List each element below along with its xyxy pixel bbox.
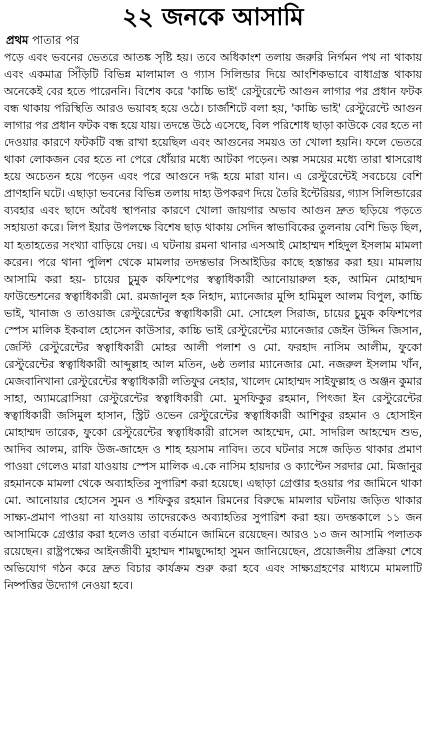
article-body: পড়ে এবং ভবনের ভেতরে আতঙ্ক সৃষ্টি হয়। তবে অধিকাংশ তলায় জরুরি নির্গমন পথ না থাকায় এবং একমাত্র সিঁড়িটি বিভিন্ন মালামাল ও গ্যাস সিলিন্ডার দিয়ে আংশিকভাবে বাধাগ্রস্ত থাকায় অনেকেই বের হতে পারেননি। বিশেষ করে 'কাচ্চি ভাই' রেস্টুরেন্টে আগুন লাগার পর প্রধান ফটক বন্ধ থাকায় পরিস্থিতি আরও ভয়াবহ হয়ে ওঠে। চার্জশিটে বলা হয়, 'কাচ্চি ভাই' রেস্টুরেন্টে আগুন লাগার পর প্রধান ফটক বন্ধ হয়ে যায়। তদন্তে উঠে এসেছে, বিল পরিশোধ ছাড়া কাউকে বের হতে না দেওয়ার কারণে ফটকটি বন্ধ রাখা হয়েছিল এবং আগুনের সময়ও তা খোলা হয়নি। ফলে ভেতরে থাকা লোকজন বের হতে না পেরে ধোঁয়ার মধ্যে আটকা পড়েন। অল্প সময়ের মধ্যে তারা শ্বাসরোধ হয়ে অচেতন হয়ে পড়েন এবং পরে আগুনে দগ্ধ হয়ে মারা যান। এ রেস্টুরেন্টেই সবচেয়ে বেশি প্রাণহানি ঘটে। এছাড়া ভবনের বিভিন্ন তলায় দাহ্য উপকরণ দিয়ে তৈরি ইন্টেরিয়র, গ্যাস সিলিন্ডারের ব্যবহার এবং ছাদে অবৈধ স্থাপনার কারণে খোলা জায়গার অভাব আগুন দ্রুত ছড়িয়ে পড়তে সহায়তা করে। লিপ ইয়ার উপলক্ষে বিশেষ ছাড় থাকায় সেদিন স্বাভাবিকের তুলনায় বেশি ভিড় ছিল, যা হতাহতের সংখ্যা বাড়িয়ে দেয়। এ ঘটনায় রমনা থানার এসআই মোহাম্মদ শহিদুল ইসলাম মামলা করেন। পরে থানা পুলিশ থেকে মামলার তদন্তভার সিআইডির কাছে হস্তান্তর করা হয়। মামলায় আসামি করা হয়- চায়ের চুমুক কফিশপের স্বত্বাধিকারী আনোয়ারুল হক, আমিন মোহাম্মদ ফাউন্ডেশনের স্বত্বাধিকারী মো. রমজানুল হক নিহাদ, ম্যানেজার মুন্সি হামিমুল আলম বিপুল, কাচ্চি ভাই, খানাজ ও তাওয়াজ রেস্টুরেন্টের স্বত্বাধিকারী মো. সোহেল সিরাজ, চায়ের চুমুক কফিশপের স্পেস মালিক ইকবাল হোসেন কাউসার, কাচ্চি ভাই রেস্টুরেন্টের ম্যানেজার জেইন উদ্দিন জিসান, জেস্টি রেস্টুরেন্টের স্বত্বাধিকারী মোহর আলী পলাশ ও মো. ফরহাদ নাসিম আলীম, ফুকো রেস্টুরেন্টের স্বত্বাধিকারী আব্দুল্লাহ আল মতিন, ৬ষ্ঠ তলার ম্যানেজার মো. নজরুল ইসলাম খাঁন, মেজবানিখানা রেস্টুরেন্টের স্বত্বাধিকারী লতিফুর নেহার, খালেদ মোহাম্মদ সাইফুল্লাহ ও অঞ্জন কুমার সাহা, অ্যামব্রোসিয়া রেস্টুরেন্টের স্বত্বাধিকারী মো. মুসফিকুর রহমান, পিৎজা ইন রেস্টুরেন্টের স্বত্বাধিকারী জসিমুল হাসান, স্ট্রিট ওভেন রেস্টুরেন্টের স্বত্বাধিকারী আশিকুর রহমান ও হোসাইন মোহাম্মদ তারেক, ফুকো রেস্টুরেন্টের স্বত্বাধিকারী রাসেল আহম্মেদ, মো. সাদরিল আহম্মেদ শুভ, আদিব আলম, রাফি উজ-জাহেদ ও শাহ হয়সাম নাবিদ। তবে ঘটনার সঙ্গে জড়িত থাকার প্রমাণ পাওয়া গেলেও মারা যাওয়ায় স্পেস মালিক এ.কে নাসিম হায়দার ও ক্যাপ্টেন সরদার মো. মিজানুর রহমানকে মামলা থেকে অব্যাহতির সুপারিশ করা হয়েছে। এছাড়া গ্রেপ্তার হওয়ার পর জামিনে থাকা মো. আনোয়ার হোসেন সুমন ও শফিকুর রহমান রিমনের বিরুদ্ধে মামলার ঘটনায় জড়িত থাকার সাক্ষ্য-প্রমাণ পাওয়া না যাওয়ায় তাদেরকেও অব্যাহতির সুপারিশ করা হয়। তদন্তকালে ১১ জন আসামিকে গ্রেপ্তার করা হলেও তারা বর্তমানে জামিনে রয়েছেন। আরও ১৩ জন আসামি পলাতক রয়েছেন। রাষ্ট্রপক্ষের আইনজীবী মুহাম্মদ শামছুদ্দোহা সুমন জানিয়েছেন, প্রয়োজনীয় প্রক্রিয়া শেষে অভিযোগ গঠন করে দ্রুত বিচার কার্যক্রম শুরু করা হবে এবং সাক্ষ্যগ্রহণের মাধ্যমে মামলাটি নিষ্পত্তির উদ্যোগ নেওয়া হবে।	[4, 51, 422, 593]
article-headline: ২২ জনকে আসামি	[122, 2, 304, 31]
continuation-bold-word: প্রথম	[6, 33, 29, 47]
continuation-rest: পাতার পর	[28, 33, 80, 47]
continuation-note	[6, 32, 422, 49]
